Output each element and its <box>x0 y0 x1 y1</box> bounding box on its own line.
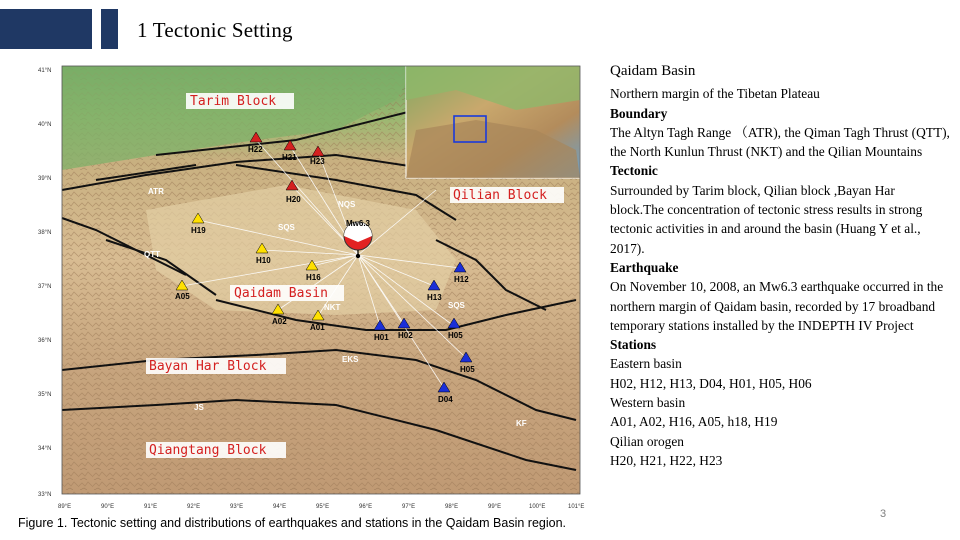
lon-tick: 96°E <box>359 504 373 510</box>
lon-tick: 97°E <box>402 504 416 510</box>
station-label: H22 <box>248 145 263 154</box>
station-label: H10 <box>256 256 271 265</box>
station-label: H16 <box>306 273 321 282</box>
station-label: H23 <box>310 157 325 166</box>
map-svg <box>36 60 591 515</box>
lon-tick: 101°E <box>568 504 585 510</box>
lon-tick: 90°E <box>101 504 115 510</box>
fault-label-sqs-east: SQS <box>448 301 465 310</box>
station-label: H02 <box>398 331 413 340</box>
header-decor-bar-large <box>0 9 92 49</box>
figure-caption: Figure 1. Tectonic setting and distributions of earthquakes and stations in the Qaidam Basin region. <box>18 516 567 530</box>
lon-tick: 93°E <box>230 504 244 510</box>
boundary-heading: Boundary <box>610 105 668 121</box>
station-label: H05 <box>448 331 463 340</box>
station-label: H05 <box>460 365 475 374</box>
lon-tick: 89°E <box>58 504 72 510</box>
western-basin-stations: A01, A02, H16, A05, h18, H19 <box>610 414 778 430</box>
fault-label-atr: ATR <box>148 187 164 196</box>
bayan-har-block-label: Bayan Har Block <box>149 359 267 374</box>
station-label: A01 <box>310 323 325 332</box>
station-label: H20 <box>286 195 301 204</box>
section-title: Qaidam Basin <box>610 63 696 79</box>
tectonic-heading: Tectonic <box>610 163 658 179</box>
eastern-basin-stations: H02, H12, H13, D04, H01, H05, H06 <box>610 375 812 391</box>
station-label: H13 <box>427 293 442 302</box>
lat-tick: 33°N <box>38 492 52 498</box>
lat-tick: 37°N <box>38 284 52 290</box>
qaidam-basin-label: Qaidam Basin <box>234 286 328 301</box>
lon-ticks <box>58 504 584 510</box>
lon-tick: 98°E <box>445 504 459 510</box>
fault-label-nqs: NQS <box>338 200 356 209</box>
fault-label-eks: EKS <box>342 355 359 364</box>
station-label: H19 <box>191 226 206 235</box>
qilian-orogen-label: Qilian orogen <box>610 433 685 449</box>
earthquake-text: On November 10, 2008, an Mw6.3 earthquake occurred in the northern margin of Qaidam basin, recorded by 17 broadband temporary stations installed by the INDEPTH IV Project <box>610 279 944 333</box>
fault-label-nkt: NKT <box>324 303 341 312</box>
inset-map <box>406 66 580 178</box>
fault-label-kf: KF <box>516 419 527 428</box>
fault-label-qtt: QTT <box>144 250 160 259</box>
tectonic-text: Surrounded by Tarim block, Qilian block ,Bayan Har block.The concentration of tectonic stress results in strong tectonic activities in and around the basin (Huang Y et al., 2017). <box>610 182 923 256</box>
qilian-orogen-stations: H20, H21, H22, H23 <box>610 452 723 468</box>
lat-ticks <box>38 68 51 498</box>
lon-tick: 100°E <box>529 504 546 510</box>
lon-tick: 91°E <box>144 504 158 510</box>
qilian-block-label: Qilian Block <box>453 188 547 203</box>
boundary-text: The Altyn Tagh Range （ATR), the Qiman Tagh Thrust (QTT), the North Kunlun Thrust (NKT) and the Qilian Mountains <box>610 124 950 160</box>
lat-tick: 39°N <box>38 176 52 182</box>
tarim-block-label: Tarim Block <box>190 94 277 109</box>
station-label: H21 <box>282 153 297 162</box>
fault-label-sqs: SQS <box>278 223 295 232</box>
fault-label-js: JS <box>194 403 204 412</box>
western-basin-label: Western basin <box>610 395 686 411</box>
event-magnitude-label: Mw6.3 <box>346 219 371 228</box>
lon-tick: 94°E <box>273 504 287 510</box>
lat-tick: 35°N <box>38 392 52 398</box>
lon-tick: 99°E <box>488 504 502 510</box>
station-label: H12 <box>454 275 469 284</box>
stations-heading: Stations <box>610 337 657 353</box>
lat-tick: 34°N <box>38 446 52 452</box>
intro-text: Northern margin of the Tibetan Plateau <box>610 86 820 102</box>
lat-tick: 38°N <box>38 230 52 236</box>
station-label: H01 <box>374 333 389 342</box>
lon-tick: 92°E <box>187 504 201 510</box>
eastern-basin-label: Eastern basin <box>610 356 682 372</box>
tectonic-map <box>36 60 591 515</box>
station-label: A02 <box>272 317 287 326</box>
lat-tick: 36°N <box>38 338 52 344</box>
qiangtang-block-label: Qiangtang Block <box>149 443 267 458</box>
station-label: D04 <box>438 395 453 404</box>
slide-title: 1 Tectonic Setting <box>137 18 293 42</box>
lat-tick: 40°N <box>38 122 52 128</box>
lon-tick: 95°E <box>316 504 330 510</box>
description-panel <box>610 62 950 470</box>
header-decor-bar-small <box>101 9 118 49</box>
page-number: 3 <box>880 508 887 520</box>
station-label: A05 <box>175 292 190 301</box>
earthquake-heading: Earthquake <box>610 259 679 275</box>
lat-tick: 41°N <box>38 68 52 74</box>
